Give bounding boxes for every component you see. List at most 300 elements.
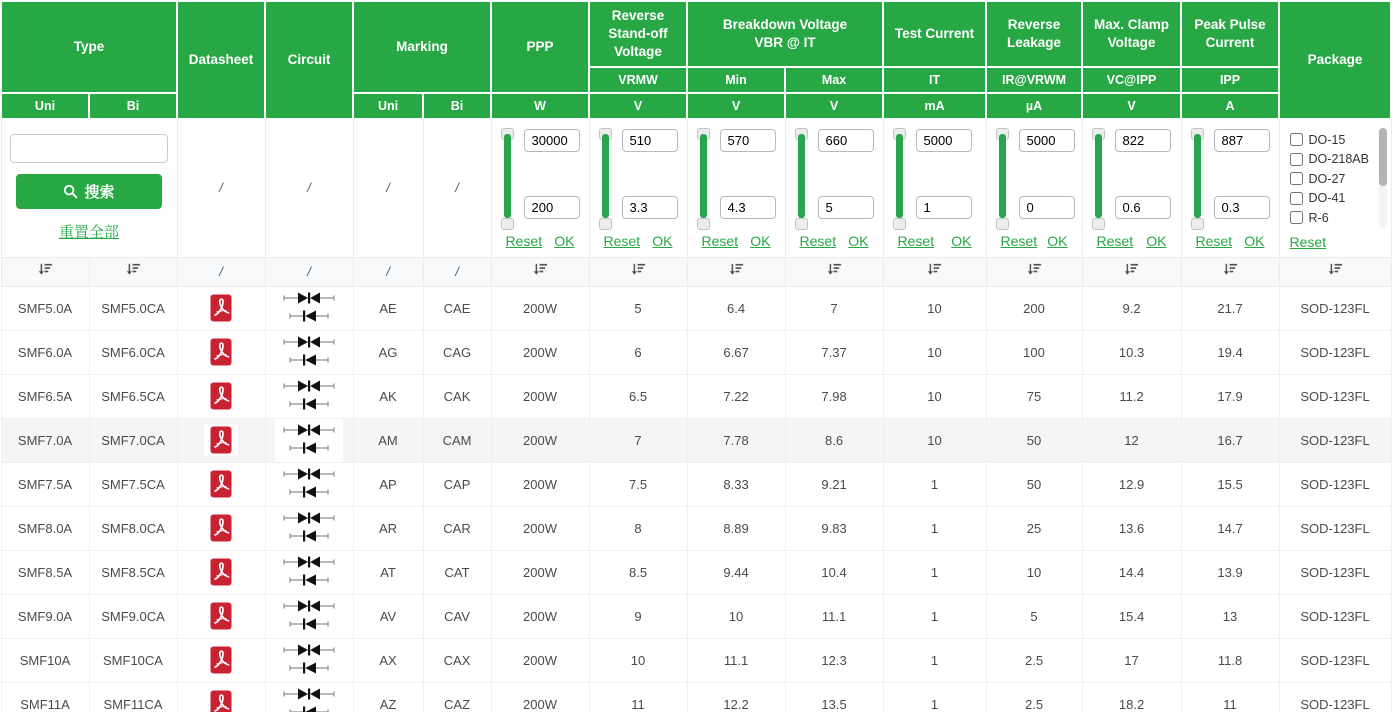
cell-vrmw: 10 bbox=[589, 638, 687, 682]
package-checkbox[interactable] bbox=[1290, 133, 1303, 146]
cell-package: SOD-123FL bbox=[1279, 330, 1391, 374]
unit-marking-uni: Uni bbox=[353, 93, 423, 119]
cell-vbr-min: 7.22 bbox=[687, 374, 785, 418]
sort-icon[interactable] bbox=[38, 262, 53, 277]
cell-ppp: 200W bbox=[491, 638, 589, 682]
cell-ppp: 200W bbox=[491, 286, 589, 330]
cell-marking-bi: CAE bbox=[423, 286, 491, 330]
unit-ppp-w: W bbox=[491, 93, 589, 119]
cell-ppp: 200W bbox=[491, 682, 589, 712]
slider-handle-min[interactable] bbox=[893, 218, 906, 230]
package-option-label: DO-218AB bbox=[1308, 152, 1369, 167]
table-row bbox=[1, 682, 1391, 712]
range-max-input[interactable] bbox=[1214, 129, 1270, 152]
range-max-input[interactable] bbox=[524, 129, 580, 152]
range-max-input[interactable] bbox=[720, 129, 776, 152]
pdf-icon[interactable] bbox=[210, 382, 232, 410]
cell-clamp-voltage: 12 bbox=[1082, 418, 1181, 462]
filter-reset-link[interactable]: Reset bbox=[505, 233, 543, 249]
cell-datasheet bbox=[177, 418, 265, 462]
slider-track[interactable] bbox=[896, 134, 903, 218]
cell-vrmw: 6 bbox=[589, 330, 687, 374]
filter-ok-link[interactable]: OK bbox=[1146, 233, 1167, 249]
marking-bi-filter-cell bbox=[423, 119, 491, 257]
sort-cell-marking-uni bbox=[353, 257, 423, 286]
slider-track[interactable] bbox=[700, 134, 707, 218]
sort-icon[interactable] bbox=[1027, 262, 1042, 277]
range-min-input[interactable] bbox=[524, 196, 580, 219]
package-option[interactable] bbox=[1290, 208, 1387, 228]
cell-vrmw: 5 bbox=[589, 286, 687, 330]
circuit-diagram-icon bbox=[281, 289, 337, 328]
table-data-body bbox=[1, 286, 1391, 712]
cell-vbr-min: 6.67 bbox=[687, 330, 785, 374]
cell-reverse-leakage: 2.5 bbox=[986, 638, 1082, 682]
col-header-peak-pulse: Peak Pulse Current bbox=[1181, 1, 1279, 67]
package-option-label: R-6 bbox=[1308, 210, 1329, 225]
table-row bbox=[1, 638, 1391, 682]
cell-package: SOD-123FL bbox=[1279, 594, 1391, 638]
slider-handle-min[interactable] bbox=[795, 218, 808, 230]
sort-icon[interactable] bbox=[1223, 262, 1238, 277]
pdf-icon[interactable] bbox=[210, 558, 232, 586]
package-checkbox[interactable] bbox=[1290, 192, 1303, 205]
cell-marking-bi: CAM bbox=[423, 418, 491, 462]
no-sort-slash: / bbox=[219, 263, 223, 279]
cell-test-current: 10 bbox=[883, 286, 986, 330]
cell-peak-pulse-current: 17.9 bbox=[1181, 374, 1279, 418]
sort-cell-circuit bbox=[265, 257, 353, 286]
filter-ok-link[interactable]: OK bbox=[951, 233, 972, 249]
filter-reset-link[interactable]: Reset bbox=[603, 233, 641, 249]
cell-reverse-leakage: 5 bbox=[986, 594, 1082, 638]
range-max-input[interactable] bbox=[1115, 129, 1171, 152]
type-search-input[interactable] bbox=[10, 134, 168, 163]
pdf-icon[interactable] bbox=[210, 470, 232, 498]
filter-ok-link[interactable]: OK bbox=[652, 233, 673, 249]
cell-vbr-max: 11.1 bbox=[785, 594, 883, 638]
range-filter bbox=[987, 120, 1082, 256]
cell-test-current: 1 bbox=[883, 506, 986, 550]
filter-ok-link[interactable]: OK bbox=[1244, 233, 1265, 249]
package-checkbox[interactable] bbox=[1290, 211, 1303, 224]
sort-icon[interactable] bbox=[827, 262, 842, 277]
slider-track[interactable] bbox=[798, 134, 805, 218]
cell-type-bi: SMF6.0CA bbox=[89, 330, 177, 374]
cell-type-bi: SMF7.5CA bbox=[89, 462, 177, 506]
cell-datasheet bbox=[177, 682, 265, 712]
cell-package: SOD-123FL bbox=[1279, 374, 1391, 418]
cell-ppp: 200W bbox=[491, 374, 589, 418]
package-checkbox[interactable] bbox=[1290, 153, 1303, 166]
no-filter-slash: / bbox=[455, 180, 459, 196]
circuit-diagram-icon bbox=[281, 465, 337, 504]
range-min-input[interactable] bbox=[720, 196, 776, 219]
cell-test-current: 10 bbox=[883, 374, 986, 418]
sort-icon[interactable] bbox=[631, 262, 646, 277]
cell-ppp: 200W bbox=[491, 462, 589, 506]
package-option[interactable] bbox=[1290, 189, 1387, 209]
pdf-icon[interactable] bbox=[210, 338, 232, 366]
circuit-diagram-icon bbox=[281, 685, 337, 712]
cell-circuit bbox=[265, 638, 353, 682]
cell-type-uni: SMF7.0A bbox=[1, 418, 89, 462]
no-filter-slash: / bbox=[307, 180, 311, 196]
cell-circuit bbox=[265, 374, 353, 418]
cell-test-current: 10 bbox=[883, 330, 986, 374]
slider-handle-min[interactable] bbox=[697, 218, 710, 230]
cell-peak-pulse-current: 11 bbox=[1181, 682, 1279, 712]
sort-icon[interactable] bbox=[1328, 262, 1343, 277]
cell-type-uni: SMF11A bbox=[1, 682, 89, 712]
cell-clamp-voltage: 10.3 bbox=[1082, 330, 1181, 374]
filter-reset-link[interactable]: Reset bbox=[1000, 233, 1038, 249]
pdf-icon[interactable] bbox=[210, 602, 232, 630]
cell-ppp: 200W bbox=[491, 594, 589, 638]
cell-marking-bi: CAG bbox=[423, 330, 491, 374]
sort-cell-test-current bbox=[883, 257, 986, 286]
cell-ppp: 200W bbox=[491, 550, 589, 594]
col-header-marking: Marking bbox=[353, 1, 491, 93]
cell-vbr-min: 9.44 bbox=[687, 550, 785, 594]
cell-vrmw: 6.5 bbox=[589, 374, 687, 418]
range-max-input[interactable] bbox=[622, 129, 678, 152]
table-row bbox=[1, 374, 1391, 418]
filter-reset-link[interactable]: Reset bbox=[1195, 233, 1233, 249]
circuit-diagram-icon bbox=[281, 333, 337, 372]
subheader-vrmw: VRMW bbox=[589, 67, 687, 93]
range-min-input[interactable] bbox=[916, 196, 972, 219]
circuit-diagram-icon bbox=[281, 597, 337, 636]
cell-vbr-max: 7 bbox=[785, 286, 883, 330]
cell-vrmw: 11 bbox=[589, 682, 687, 712]
filter-ok-link[interactable]: OK bbox=[750, 233, 771, 249]
slider-track[interactable] bbox=[504, 134, 511, 218]
range-filter bbox=[688, 120, 785, 256]
sort-icon[interactable] bbox=[1124, 262, 1139, 277]
cell-circuit bbox=[265, 550, 353, 594]
cell-peak-pulse-current: 11.8 bbox=[1181, 638, 1279, 682]
range-filter bbox=[786, 120, 883, 256]
cell-type-bi: SMF7.0CA bbox=[89, 418, 177, 462]
cell-reverse-leakage: 25 bbox=[986, 506, 1082, 550]
range-filter bbox=[1083, 120, 1181, 256]
datasheet-filter-cell bbox=[177, 119, 265, 257]
cell-marking-bi: CAK bbox=[423, 374, 491, 418]
no-sort-slash: / bbox=[455, 263, 459, 279]
cell-circuit bbox=[265, 462, 353, 506]
sort-cell-uni bbox=[1, 257, 89, 286]
cell-reverse-leakage: 50 bbox=[986, 418, 1082, 462]
table-row bbox=[1, 286, 1391, 330]
package-option-label: DO-27 bbox=[1308, 171, 1346, 186]
slider-handle-min[interactable] bbox=[1191, 218, 1204, 230]
unit-max-v: V bbox=[785, 93, 883, 119]
unit-vc-v: V bbox=[1082, 93, 1181, 119]
reverse-leakage-filter-cell bbox=[986, 119, 1082, 257]
cell-type-uni: SMF7.5A bbox=[1, 462, 89, 506]
cell-type-uni: SMF6.5A bbox=[1, 374, 89, 418]
range-min-input[interactable] bbox=[1019, 196, 1075, 219]
cell-reverse-leakage: 10 bbox=[986, 550, 1082, 594]
sort-cell-bi bbox=[89, 257, 177, 286]
cell-test-current: 10 bbox=[883, 418, 986, 462]
cell-vbr-max: 7.37 bbox=[785, 330, 883, 374]
cell-clamp-voltage: 13.6 bbox=[1082, 506, 1181, 550]
unit-ipp-a: A bbox=[1181, 93, 1279, 119]
sort-cell-marking-bi bbox=[423, 257, 491, 286]
cell-ppp: 200W bbox=[491, 506, 589, 550]
table-row bbox=[1, 462, 1391, 506]
cell-clamp-voltage: 15.4 bbox=[1082, 594, 1181, 638]
slider-handle-min[interactable] bbox=[501, 218, 514, 230]
clamp-voltage-filter-cell bbox=[1082, 119, 1181, 257]
slider-track[interactable] bbox=[602, 134, 609, 218]
cell-ppp: 200W bbox=[491, 418, 589, 462]
cell-marking-bi: CAP bbox=[423, 462, 491, 506]
range-filter bbox=[1182, 120, 1279, 256]
circuit-diagram-icon bbox=[281, 553, 337, 592]
circuit-diagram-icon bbox=[281, 377, 337, 416]
col-header-reverse-standoff: Reverse Stand-off Voltage bbox=[589, 1, 687, 67]
subheader-it: IT bbox=[883, 67, 986, 93]
unit-ir-ua: µA bbox=[986, 93, 1082, 119]
cell-reverse-leakage: 50 bbox=[986, 462, 1082, 506]
cell-vbr-min: 7.78 bbox=[687, 418, 785, 462]
ppp-filter-cell bbox=[491, 119, 589, 257]
cell-test-current: 1 bbox=[883, 638, 986, 682]
table-row bbox=[1, 594, 1391, 638]
test-current-filter-cell bbox=[883, 119, 986, 257]
unit-it-ma: mA bbox=[883, 93, 986, 119]
pdf-icon[interactable] bbox=[210, 426, 232, 454]
slider-handle-min[interactable] bbox=[599, 218, 612, 230]
cell-reverse-leakage: 75 bbox=[986, 374, 1082, 418]
package-list-scrollbar[interactable] bbox=[1379, 128, 1387, 228]
cell-clamp-voltage: 17 bbox=[1082, 638, 1181, 682]
range-filter bbox=[590, 120, 687, 256]
package-option[interactable] bbox=[1290, 150, 1387, 170]
col-header-reverse-leakage: Reverse Leakage bbox=[986, 1, 1082, 67]
cell-vbr-max: 12.3 bbox=[785, 638, 883, 682]
cell-clamp-voltage: 18.2 bbox=[1082, 682, 1181, 712]
cell-vbr-min: 11.1 bbox=[687, 638, 785, 682]
cell-vbr-min: 6.4 bbox=[687, 286, 785, 330]
cell-marking-bi: CAX bbox=[423, 638, 491, 682]
package-option[interactable] bbox=[1290, 169, 1387, 189]
filter-reset-link[interactable]: Reset bbox=[799, 233, 837, 249]
package-reset-link[interactable]: Reset bbox=[1289, 234, 1327, 250]
package-checkbox-list bbox=[1290, 128, 1387, 228]
cell-peak-pulse-current: 13.9 bbox=[1181, 550, 1279, 594]
range-max-input[interactable] bbox=[818, 129, 874, 152]
cell-clamp-voltage: 11.2 bbox=[1082, 374, 1181, 418]
range-filter bbox=[884, 120, 986, 256]
package-option[interactable] bbox=[1290, 130, 1387, 150]
peak-pulse-filter-cell bbox=[1181, 119, 1279, 257]
cell-peak-pulse-current: 15.5 bbox=[1181, 462, 1279, 506]
cell-circuit bbox=[265, 682, 353, 712]
slider-handle-min[interactable] bbox=[996, 218, 1009, 230]
cell-marking-uni: AV bbox=[353, 594, 423, 638]
cell-marking-bi: CAZ bbox=[423, 682, 491, 712]
cell-marking-bi: CAV bbox=[423, 594, 491, 638]
subheader-min: Min bbox=[687, 67, 785, 93]
cell-type-bi: SMF9.0CA bbox=[89, 594, 177, 638]
no-sort-slash: / bbox=[307, 263, 311, 279]
range-min-input[interactable] bbox=[1214, 196, 1270, 219]
cell-ppp: 200W bbox=[491, 330, 589, 374]
sort-cell-clamp-voltage bbox=[1082, 257, 1181, 286]
cell-type-uni: SMF8.5A bbox=[1, 550, 89, 594]
no-filter-slash: / bbox=[386, 180, 390, 196]
filter-ok-link[interactable]: OK bbox=[1047, 233, 1068, 249]
cell-package: SOD-123FL bbox=[1279, 638, 1391, 682]
subheader-vc: VC@IPP bbox=[1082, 67, 1181, 93]
cell-marking-uni: AT bbox=[353, 550, 423, 594]
sort-cell-vrmw bbox=[589, 257, 687, 286]
circuit-diagram-icon bbox=[281, 421, 337, 460]
sort-icon[interactable] bbox=[126, 262, 141, 277]
cell-marking-bi: CAR bbox=[423, 506, 491, 550]
filter-ok-link[interactable]: OK bbox=[554, 233, 575, 249]
col-header-ppp: PPP bbox=[491, 1, 589, 93]
cell-vrmw: 8.5 bbox=[589, 550, 687, 594]
package-scrollbar-thumb[interactable] bbox=[1379, 128, 1387, 186]
type-filter-cell bbox=[1, 119, 177, 257]
cell-circuit bbox=[265, 286, 353, 330]
sort-cell-ppp bbox=[491, 257, 589, 286]
cell-vbr-max: 9.21 bbox=[785, 462, 883, 506]
vbr-max-filter-cell bbox=[785, 119, 883, 257]
range-max-input[interactable] bbox=[916, 129, 972, 152]
col-header-type: Type bbox=[1, 1, 177, 93]
cell-peak-pulse-current: 14.7 bbox=[1181, 506, 1279, 550]
unit-min-v: V bbox=[687, 93, 785, 119]
unit-type-bi: Bi bbox=[89, 93, 177, 119]
package-checkbox[interactable] bbox=[1290, 172, 1303, 185]
no-filter-slash: / bbox=[219, 180, 223, 196]
cell-datasheet bbox=[177, 462, 265, 506]
sort-icon[interactable] bbox=[729, 262, 744, 277]
pdf-icon[interactable] bbox=[210, 294, 232, 322]
cell-vbr-max: 7.98 bbox=[785, 374, 883, 418]
search-button-label: 搜索 bbox=[84, 184, 115, 201]
filter-reset-link[interactable]: Reset bbox=[897, 233, 935, 249]
pdf-icon[interactable] bbox=[210, 690, 232, 712]
sort-icon[interactable] bbox=[927, 262, 942, 277]
table-row bbox=[1, 506, 1391, 550]
cell-type-bi: SMF5.0CA bbox=[89, 286, 177, 330]
table-row bbox=[1, 330, 1391, 374]
sort-icon[interactable] bbox=[533, 262, 548, 277]
subheader-ipp: IPP bbox=[1181, 67, 1279, 93]
package-option-label: DO-15 bbox=[1308, 132, 1346, 147]
sort-cell-peak-pulse bbox=[1181, 257, 1279, 286]
slider-track[interactable] bbox=[1095, 134, 1102, 218]
col-header-breakdown bbox=[687, 1, 883, 67]
col-header-datasheet: Datasheet bbox=[177, 1, 265, 119]
cell-test-current: 1 bbox=[883, 462, 986, 506]
cell-vbr-max: 10.4 bbox=[785, 550, 883, 594]
unit-marking-bi: Bi bbox=[423, 93, 491, 119]
filter-row-body bbox=[1, 119, 1391, 286]
cell-test-current: 1 bbox=[883, 682, 986, 712]
table-row bbox=[1, 418, 1391, 462]
breakdown-line1: Breakdown Voltage bbox=[722, 16, 848, 32]
circuit-filter-cell bbox=[265, 119, 353, 257]
pdf-icon[interactable] bbox=[210, 514, 232, 542]
range-min-input[interactable] bbox=[818, 196, 874, 219]
cell-datasheet bbox=[177, 506, 265, 550]
cell-datasheet bbox=[177, 550, 265, 594]
cell-peak-pulse-current: 19.4 bbox=[1181, 330, 1279, 374]
cell-vbr-min: 8.33 bbox=[687, 462, 785, 506]
cell-package: SOD-123FL bbox=[1279, 550, 1391, 594]
vbr-min-filter-cell bbox=[687, 119, 785, 257]
range-max-input[interactable] bbox=[1019, 129, 1075, 152]
cell-clamp-voltage: 9.2 bbox=[1082, 286, 1181, 330]
cell-type-uni: SMF6.0A bbox=[1, 330, 89, 374]
cell-vrmw: 8 bbox=[589, 506, 687, 550]
reset-all-link[interactable]: 重置全部 bbox=[59, 224, 120, 241]
range-filter bbox=[492, 120, 589, 256]
filter-ok-link[interactable]: OK bbox=[848, 233, 869, 249]
cell-circuit bbox=[265, 594, 353, 638]
cell-package: SOD-123FL bbox=[1279, 506, 1391, 550]
cell-vbr-max: 9.83 bbox=[785, 506, 883, 550]
cell-type-bi: SMF10CA bbox=[89, 638, 177, 682]
cell-vrmw: 9 bbox=[589, 594, 687, 638]
cell-vbr-min: 12.2 bbox=[687, 682, 785, 712]
unit-vrmw-v: V bbox=[589, 93, 687, 119]
table-header bbox=[1, 1, 1391, 119]
cell-datasheet bbox=[177, 286, 265, 330]
slider-track[interactable] bbox=[1194, 134, 1201, 218]
slider-track[interactable] bbox=[999, 134, 1006, 218]
cell-peak-pulse-current: 13 bbox=[1181, 594, 1279, 638]
cell-package: SOD-123FL bbox=[1279, 682, 1391, 712]
cell-marking-uni: AG bbox=[353, 330, 423, 374]
range-min-input[interactable] bbox=[1115, 196, 1171, 219]
cell-package: SOD-123FL bbox=[1279, 418, 1391, 462]
filter-reset-link[interactable]: Reset bbox=[701, 233, 739, 249]
search-button[interactable] bbox=[16, 174, 162, 209]
range-min-input[interactable] bbox=[622, 196, 678, 219]
cell-marking-uni: AM bbox=[353, 418, 423, 462]
filter-reset-link[interactable]: Reset bbox=[1096, 233, 1134, 249]
cell-type-bi: SMF6.5CA bbox=[89, 374, 177, 418]
cell-reverse-leakage: 2.5 bbox=[986, 682, 1082, 712]
col-header-max-clamp: Max. Clamp Voltage bbox=[1082, 1, 1181, 67]
cell-datasheet bbox=[177, 594, 265, 638]
cell-marking-bi: CAT bbox=[423, 550, 491, 594]
marking-uni-filter-cell bbox=[353, 119, 423, 257]
cell-vbr-max: 8.6 bbox=[785, 418, 883, 462]
cell-clamp-voltage: 12.9 bbox=[1082, 462, 1181, 506]
pdf-icon[interactable] bbox=[210, 646, 232, 674]
col-header-test-current: Test Current bbox=[883, 1, 986, 67]
cell-type-uni: SMF9.0A bbox=[1, 594, 89, 638]
circuit-diagram-icon bbox=[281, 641, 337, 680]
cell-datasheet bbox=[177, 638, 265, 682]
subheader-ir: IR@VRWM bbox=[986, 67, 1082, 93]
cell-clamp-voltage: 14.4 bbox=[1082, 550, 1181, 594]
vrmw-filter-cell bbox=[589, 119, 687, 257]
package-filter-cell bbox=[1279, 119, 1391, 257]
slider-handle-min[interactable] bbox=[1092, 218, 1105, 230]
cell-marking-uni: AE bbox=[353, 286, 423, 330]
